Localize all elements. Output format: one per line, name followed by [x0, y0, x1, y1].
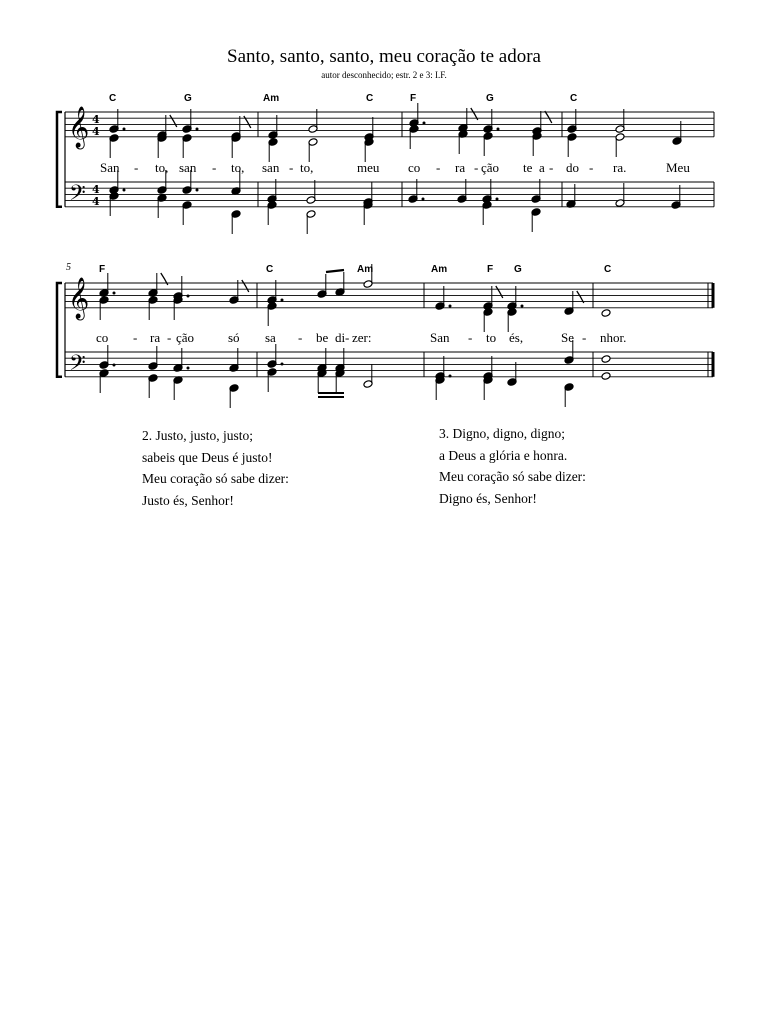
lyric-syllable: to — [486, 330, 497, 345]
bass-clef-icon: 𝄢 — [69, 181, 86, 211]
lyric-syllable: nhor. — [600, 330, 627, 345]
verse-line: 3. Digno, digno, digno; — [439, 426, 566, 441]
note-dot — [123, 128, 126, 131]
lyric-syllable: a — [539, 160, 545, 175]
lyric-syllable: san — [262, 160, 280, 175]
lyric-syllable: te — [523, 160, 533, 175]
note-flag — [170, 115, 177, 127]
lyric-syllable: só — [228, 330, 240, 345]
lyric-hyphen: - — [212, 160, 217, 175]
chord-symbol: Am — [263, 93, 280, 104]
lyric-syllable: do — [566, 160, 579, 175]
chord-symbol: F — [410, 93, 417, 104]
note-flag — [496, 286, 503, 298]
lyric-syllable: di — [335, 330, 346, 345]
lyric-hyphen: - — [589, 160, 594, 175]
note-dot — [496, 198, 499, 201]
chord-symbol: Am — [431, 264, 448, 275]
lyric-hyphen: - — [133, 330, 138, 345]
note-dot — [449, 305, 452, 308]
system-bracket — [57, 112, 62, 207]
lyric-hyphen: - — [345, 330, 350, 345]
music-score — [0, 0, 768, 420]
lyric-hyphen: - — [474, 160, 479, 175]
lyric-syllable: San — [430, 330, 450, 345]
time-signature-bottom: 4 — [92, 195, 100, 208]
lyric-hyphen: - — [436, 160, 441, 175]
note-dot — [196, 128, 199, 131]
chord-symbol: C — [366, 93, 374, 104]
lyric-syllable: ra — [150, 330, 161, 345]
lyric-syllable: meu — [357, 160, 380, 175]
verse-line: Digno és, Senhor! — [439, 490, 537, 506]
note-dot — [196, 189, 199, 192]
note-dot — [113, 364, 116, 367]
note-dot — [123, 189, 126, 192]
verse-line: Justo és, Senhor! — [142, 492, 234, 508]
note-flag — [545, 111, 552, 123]
chord-symbol: G — [486, 93, 494, 104]
lyric-syllable: ção — [176, 330, 195, 345]
bass-clef-icon: 𝄢 — [69, 351, 86, 381]
chord-symbol: G — [184, 93, 192, 104]
verse-2 — [142, 425, 289, 511]
lyric-hyphen: - — [289, 160, 294, 175]
lyric-syllable: to, — [231, 160, 245, 175]
song-title: Santo, santo, santo, meu coração te adora — [227, 46, 541, 67]
lyric-hyphen: - — [549, 160, 554, 175]
chord-symbol: C — [570, 93, 578, 104]
note-dot — [281, 363, 284, 366]
note-dot — [449, 375, 452, 378]
lyric-syllable: és, — [509, 330, 524, 345]
lyric-syllable: ra — [455, 160, 466, 175]
lyric-syllable: San — [100, 160, 120, 175]
lyric-hyphen: - — [582, 330, 587, 345]
lyric-syllable: ção — [481, 160, 500, 175]
chord-symbol: F — [487, 264, 494, 275]
time-signature-top: 4 — [92, 183, 100, 196]
lyric-syllable: to, — [300, 160, 314, 175]
notehead — [601, 355, 611, 364]
treble-clef-icon: 𝄞 — [68, 107, 90, 148]
note-dot — [423, 122, 426, 125]
lyric-syllable: san — [179, 160, 197, 175]
chord-symbol: Am — [357, 264, 374, 275]
lyric-hyphen: - — [167, 330, 172, 345]
lyric-syllable: to, — [155, 160, 169, 175]
note-dot — [281, 299, 284, 302]
song-credits: autor desconhecido; estr. 2 e 3: I.F. — [321, 70, 447, 80]
lyric-syllable: Meu — [666, 160, 690, 175]
lyric-hyphen: - — [468, 330, 473, 345]
note-dot — [497, 128, 500, 131]
note-dot — [187, 367, 190, 370]
chord-symbol: C — [109, 93, 117, 104]
lyric-syllable: zer: — [352, 330, 372, 345]
lyric-syllable: Se — [561, 330, 574, 345]
lyric-syllable: sa — [265, 330, 276, 345]
verse-line: Meu coração só sabe dizer: — [142, 471, 289, 486]
notehead — [601, 372, 611, 381]
lyric-syllable: ra. — [613, 160, 627, 175]
chord-symbol: C — [266, 264, 274, 275]
notehead — [601, 309, 611, 318]
note-beam — [326, 270, 344, 272]
treble-clef-icon: 𝄞 — [68, 278, 90, 319]
verse-line: sabeis que Deus é justo! — [142, 449, 273, 465]
chord-symbol: G — [514, 264, 522, 275]
note-dot — [113, 292, 116, 295]
verse-line: a Deus a glória e honra. — [439, 447, 568, 463]
note-dot — [422, 198, 425, 201]
chord-symbol: F — [99, 264, 106, 275]
time-signature-bottom: 4 — [92, 125, 100, 138]
lyric-syllable: co — [408, 160, 421, 175]
verse-3 — [439, 423, 586, 509]
lyric-hyphen: - — [134, 160, 139, 175]
note-flag — [242, 280, 249, 292]
time-signature-top: 4 — [92, 113, 100, 126]
lyric-syllable: be — [316, 330, 329, 345]
verse-line: 2. Justo, justo, justo; — [142, 428, 254, 443]
system-bracket — [57, 283, 62, 377]
note-dot — [521, 305, 524, 308]
verse-line: Meu coração só sabe dizer: — [439, 469, 586, 484]
measure-number: 5 — [66, 262, 71, 273]
lyric-hyphen: - — [298, 330, 303, 345]
lyric-syllable: co — [96, 330, 109, 345]
chord-symbol: C — [604, 264, 612, 275]
note-dot — [187, 295, 190, 298]
